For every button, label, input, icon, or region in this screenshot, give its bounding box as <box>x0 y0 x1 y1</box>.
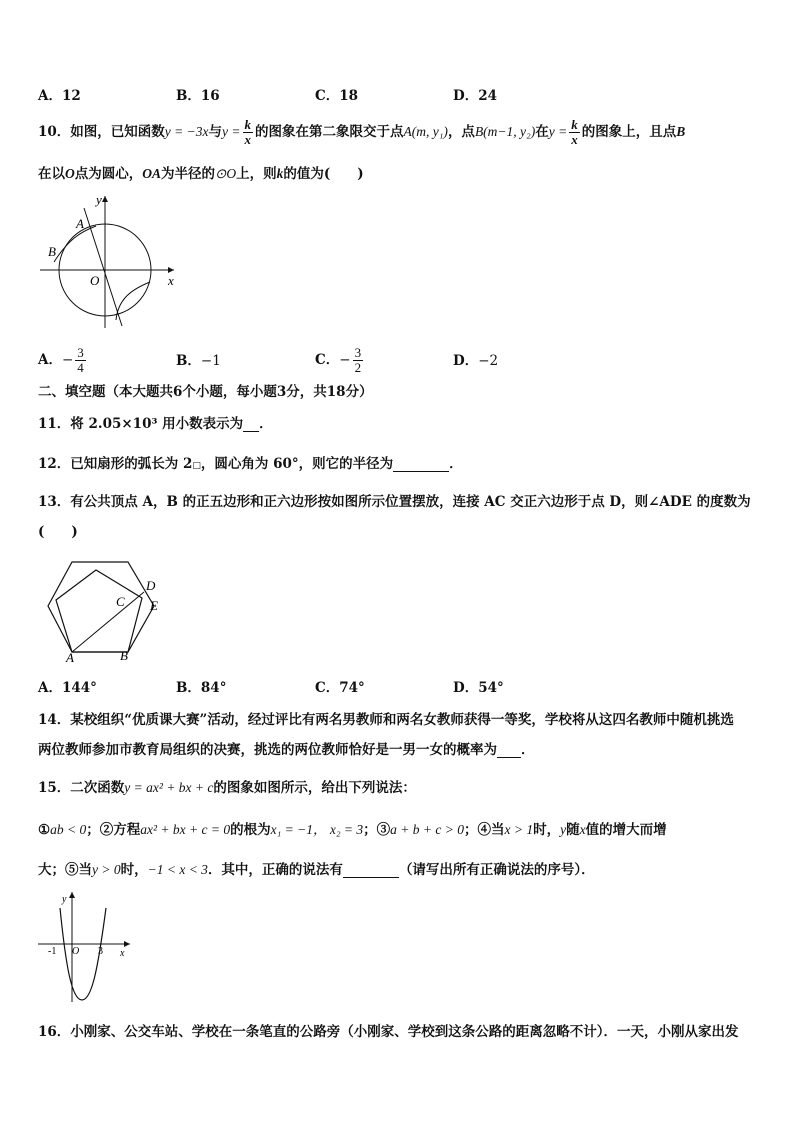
label-C: C <box>116 594 125 609</box>
text: ① <box>38 822 51 838</box>
label-y: y <box>96 192 102 207</box>
text: 上，则 <box>236 166 277 182</box>
question-number: 10． <box>38 124 71 140</box>
denominator: 2 <box>354 360 362 375</box>
label-x: x <box>168 273 174 288</box>
text: ． <box>259 416 273 432</box>
q13-option-d[interactable]: D．54° <box>453 680 504 696</box>
denominator: x <box>571 132 578 147</box>
q13-option-c[interactable]: C．74° <box>315 680 365 696</box>
text: OA <box>142 166 162 181</box>
formula: y = <box>548 124 568 139</box>
q10-figure <box>40 190 180 330</box>
text: ． <box>521 742 535 758</box>
fraction <box>353 346 364 375</box>
q9-option-c[interactable]: C．18 <box>315 88 359 104</box>
q13-line1: 13．有公共顶点 A，B 的正五边形和正六边形按如图所示位置摆放，连接 AC 交正六边形于点 D，则∠ADE 的度数为 <box>38 494 751 510</box>
text: 与 <box>208 124 223 140</box>
y-axis-arrow <box>102 196 108 202</box>
q14-line1: 14．某校组织“优质课大赛”活动，经过评比有两名男教师和两名女教师获得一等奖，学校将从这四名教师中随机挑选 <box>38 712 734 728</box>
formula: x₁ = −1， x₂ = 3 <box>270 822 364 837</box>
missing-glyph: □ <box>192 461 201 471</box>
option-label: B． <box>176 353 201 369</box>
option-label: A． <box>38 352 62 368</box>
text: ；②方程 <box>86 822 141 838</box>
option-value: −2 <box>478 353 499 369</box>
q11 <box>38 412 273 432</box>
numerator: k <box>244 117 251 132</box>
label-minus1: -1 <box>48 946 57 957</box>
answer-blank[interactable] <box>393 459 449 472</box>
answer-blank[interactable] <box>343 865 399 878</box>
label-B: B <box>120 648 128 663</box>
q10-line2 <box>38 162 364 182</box>
text: 在以 <box>38 166 65 182</box>
y-axis-arrow <box>69 892 75 898</box>
text: 为半径的 <box>161 166 216 182</box>
label-B: B <box>48 244 56 259</box>
text: 15．二次函数 <box>38 780 125 796</box>
sign: − <box>339 352 351 368</box>
text: 值的增大而增 <box>585 822 667 838</box>
text: 随 <box>566 822 580 838</box>
text: O <box>65 166 75 181</box>
text: 大；⑤当 <box>38 862 92 878</box>
hexagon <box>48 562 154 652</box>
formula: x > 1 <box>504 822 534 837</box>
label-E: E <box>150 598 158 613</box>
q13-line2: ( ) <box>38 524 78 540</box>
formula: B(m−1, y₂) <box>474 124 536 139</box>
formula: ax² + bx + c = 0 <box>140 822 231 837</box>
fraction-k-over-x <box>569 118 580 147</box>
text: ．其中，正确的说法有 <box>207 862 343 878</box>
text: ，圆心角为 60°，则它的半径为 <box>200 456 394 472</box>
q10-option-c[interactable] <box>315 346 365 375</box>
text: B <box>676 124 686 139</box>
q15-line1 <box>38 776 416 796</box>
formula: ⊙O <box>215 166 237 181</box>
text: 点为圆心， <box>74 166 143 182</box>
text: 的图象如图所示，给出下列说法： <box>213 780 416 796</box>
text: 的根为 <box>230 822 271 838</box>
sign: − <box>61 352 74 368</box>
denominator: x <box>244 132 251 147</box>
formula: a + b + c > 0 <box>390 822 464 837</box>
q15-line2 <box>38 818 667 838</box>
x-axis-arrow <box>124 941 130 947</box>
q9-option-a[interactable]: A．12 <box>38 88 81 104</box>
formula: y <box>560 822 567 837</box>
text: （请写出所有正确说法的序号）． <box>398 862 595 878</box>
section-heading: 二、填空题（本大题共6个小题，每小题3分，共18分） <box>38 384 373 400</box>
q14-line2 <box>38 738 535 758</box>
answer-blank[interactable] <box>497 745 521 758</box>
q15-figure <box>36 888 136 1006</box>
label-3: 3 <box>98 946 103 957</box>
text: 12．已知扇形的弧长为 2 <box>38 456 193 472</box>
numerator: 3 <box>354 345 362 360</box>
q10-option-a[interactable] <box>38 346 88 375</box>
label-A: A <box>76 216 84 231</box>
formula: A(m, y₁) <box>403 124 448 139</box>
label-y: y <box>62 894 67 905</box>
formula: x <box>579 822 586 837</box>
numerator: 3 <box>77 345 84 360</box>
text: 的值为( ) <box>283 166 364 182</box>
pentagon <box>56 570 142 652</box>
label-O: O <box>72 946 80 957</box>
q15-line3 <box>38 858 595 878</box>
text: 的图象在第二象限交于点 <box>255 124 404 140</box>
formula: y = ax² + bx + c <box>124 780 214 795</box>
hyperbola-branch-2 <box>54 226 96 262</box>
answer-blank[interactable] <box>243 419 259 432</box>
option-label: D． <box>453 353 479 369</box>
text: 如图，已知函数 <box>70 124 165 140</box>
formula: y = −3x <box>164 124 209 139</box>
text: ，点 <box>447 124 475 140</box>
label-x: x <box>120 948 125 959</box>
text: 在 <box>535 124 549 140</box>
q13-figure <box>44 556 164 666</box>
denominator: 4 <box>77 360 84 375</box>
label-D: D <box>146 578 156 593</box>
option-value: −1 <box>200 353 221 369</box>
label-O: O <box>90 273 100 288</box>
text: 时， <box>120 862 148 878</box>
formula: y > 0 <box>92 862 121 877</box>
fraction-k-over-x <box>243 118 254 147</box>
hyperbola-branch-4 <box>116 282 150 320</box>
q13-option-a[interactable]: A．144° <box>38 680 97 696</box>
q16-line1: 16．小刚家、公交车站、学校在一条笔直的公路旁（小刚家、学校到这条公路的距离忽略不计）．一天，小刚从家出发 <box>38 1024 739 1040</box>
q10-option-d[interactable] <box>453 349 498 369</box>
text: 的图象上，且点 <box>581 124 677 140</box>
q10-line1 <box>38 118 685 147</box>
formula: ab < 0 <box>50 822 87 837</box>
q10-option-b[interactable] <box>176 349 221 369</box>
text: ． <box>449 456 463 472</box>
text: ；③ <box>363 822 391 838</box>
formula: −1 < x < 3 <box>147 862 208 877</box>
q9-option-d[interactable]: D．24 <box>453 88 497 104</box>
q9-option-b[interactable]: B．16 <box>176 88 220 104</box>
numerator: k <box>571 117 578 132</box>
label-A: A <box>66 650 74 665</box>
formula: y = <box>222 124 241 139</box>
q13-option-b[interactable]: B．84° <box>176 680 227 696</box>
option-label: C． <box>315 352 340 368</box>
text: 两位教师参加市教育局组织的决赛，挑选的两位教师恰好是一男一女的概率为 <box>38 742 497 758</box>
text: k <box>276 166 284 181</box>
text: 11．将 2.05×10³ 用小数表示为 <box>38 416 244 432</box>
text: ；④当 <box>464 822 505 838</box>
fraction <box>75 346 86 375</box>
q12 <box>38 452 463 472</box>
text: 时， <box>533 822 561 838</box>
